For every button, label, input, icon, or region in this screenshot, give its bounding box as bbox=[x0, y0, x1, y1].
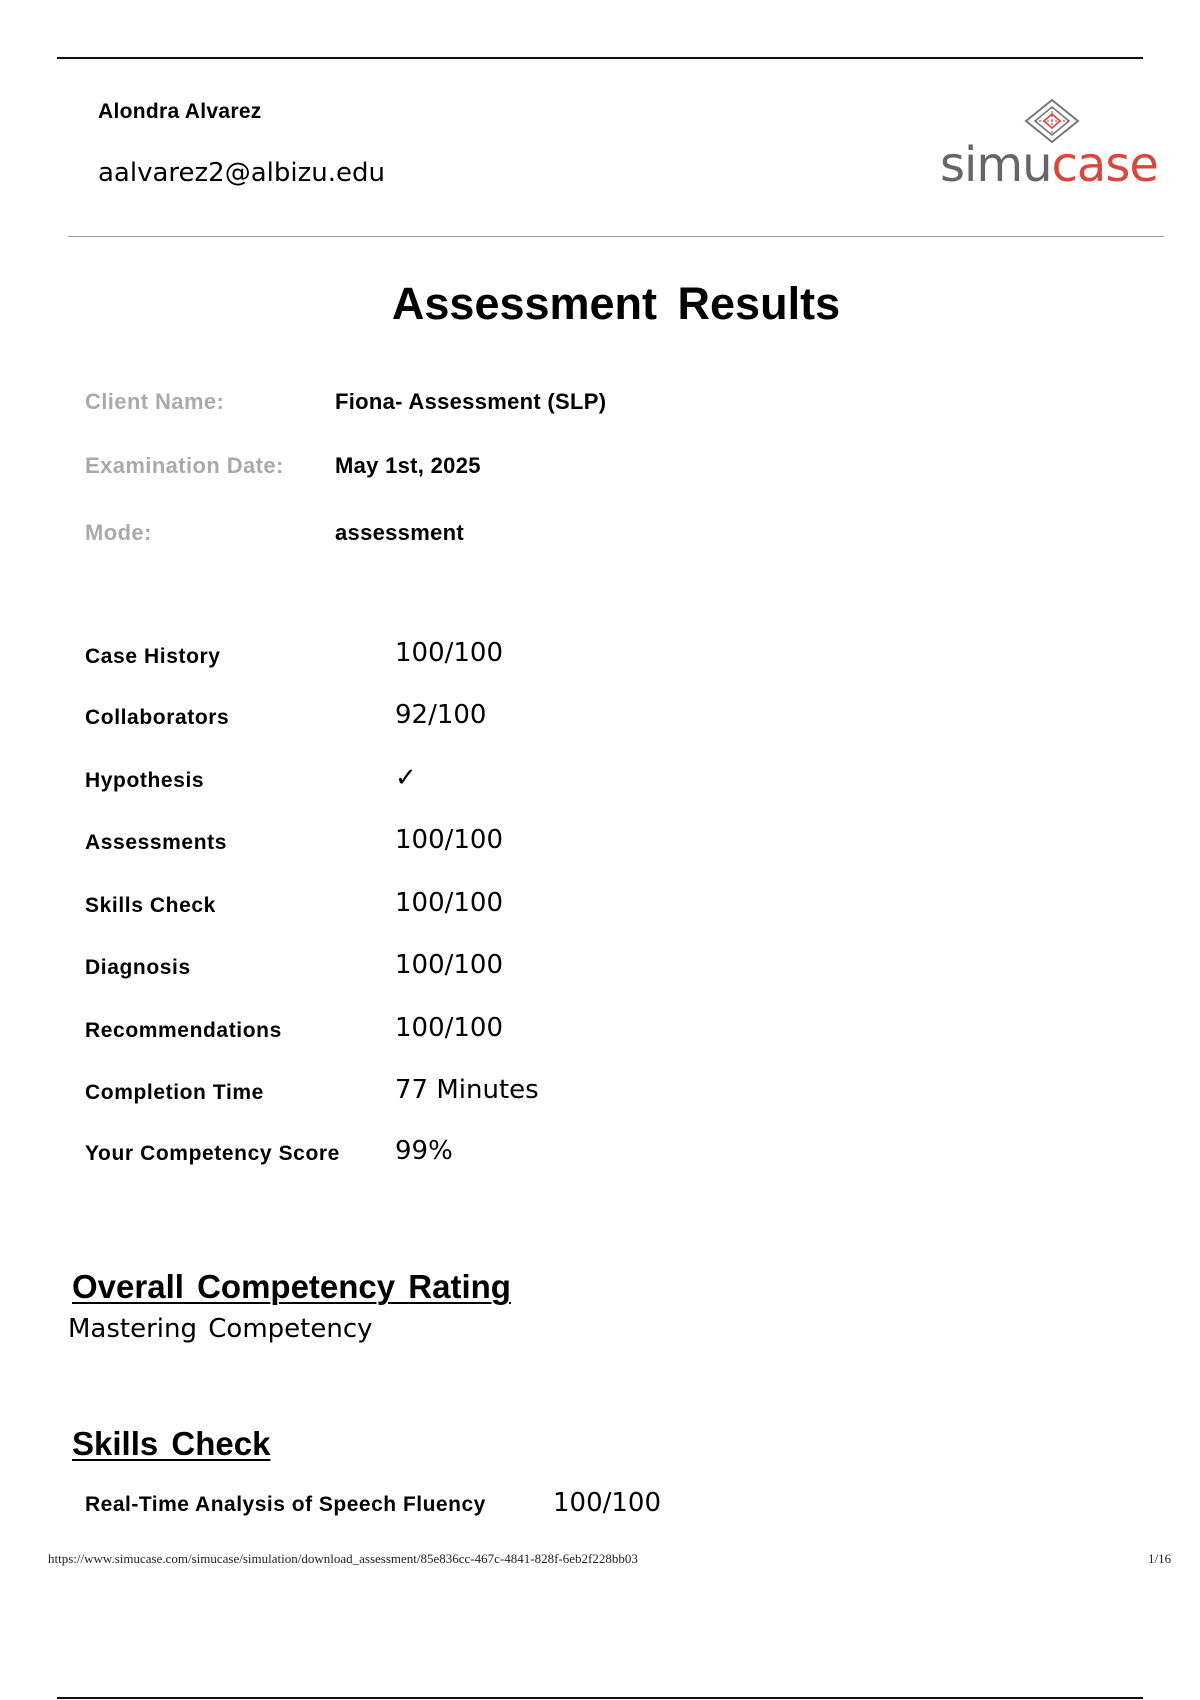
bottom-rule bbox=[57, 1697, 1143, 1699]
score-value-assessments: 100/100 bbox=[395, 825, 504, 855]
overall-rating-value: Mastering Competency bbox=[68, 1314, 373, 1344]
score-value-competency-score: 99% bbox=[395, 1136, 453, 1166]
logo-wordmark bbox=[940, 137, 1158, 193]
overall-rating-heading: Overall Competency Rating bbox=[72, 1268, 511, 1305]
footer-url: https://www.simucase.com/simucase/simulation/download_assessment/85e836cc-467c-4841-828f-6eb2f228bb03 bbox=[48, 1551, 638, 1566]
top-rule bbox=[57, 57, 1143, 59]
score-label-case-history: Case History bbox=[85, 645, 221, 668]
score-value-collaborators: 92/100 bbox=[395, 700, 487, 730]
user-name: Alondra Alvarez bbox=[98, 100, 262, 123]
score-value-diagnosis: 100/100 bbox=[395, 950, 504, 980]
score-label-hypothesis: Hypothesis bbox=[85, 769, 205, 792]
skills-check-heading: Skills Check bbox=[72, 1425, 271, 1462]
score-value-recommendations: 100/100 bbox=[395, 1013, 504, 1043]
score-label-competency-score: Your Competency Score bbox=[85, 1142, 340, 1165]
score-value-completion-time: 77 Minutes bbox=[395, 1075, 539, 1105]
score-label-collaborators: Collaborators bbox=[85, 706, 230, 729]
exam-date-label: Examination Date: bbox=[85, 453, 284, 478]
mode-label: Mode: bbox=[85, 520, 152, 545]
logo-text-red: case bbox=[1051, 137, 1158, 193]
user-email: aalvarez2@albizu.edu bbox=[98, 158, 385, 188]
skill-value: 100/100 bbox=[553, 1488, 662, 1518]
score-label-completion-time: Completion Time bbox=[85, 1081, 264, 1104]
simucase-logo bbox=[940, 98, 1170, 193]
score-value-case-history: 100/100 bbox=[395, 638, 504, 668]
logo-text-gray: simu bbox=[940, 137, 1052, 193]
mode-value: assessment bbox=[335, 520, 464, 545]
score-label-skills-check: Skills Check bbox=[85, 894, 216, 917]
score-label-assessments: Assessments bbox=[85, 831, 228, 854]
page-title: Assessment Results bbox=[391, 278, 841, 329]
footer-page-number: 1/16 bbox=[1148, 1551, 1172, 1566]
score-label-diagnosis: Diagnosis bbox=[85, 956, 191, 979]
client-name-value: Fiona- Assessment (SLP) bbox=[335, 389, 607, 414]
score-value-hypothesis: ✓ bbox=[395, 763, 417, 793]
exam-date-value: May 1st, 2025 bbox=[335, 453, 481, 478]
score-label-recommendations: Recommendations bbox=[85, 1019, 282, 1042]
client-name-label: Client Name: bbox=[85, 389, 225, 414]
skill-label: Real-Time Analysis of Speech Fluency bbox=[85, 1493, 486, 1516]
score-value-skills-check: 100/100 bbox=[395, 888, 504, 918]
header-divider bbox=[68, 236, 1164, 237]
